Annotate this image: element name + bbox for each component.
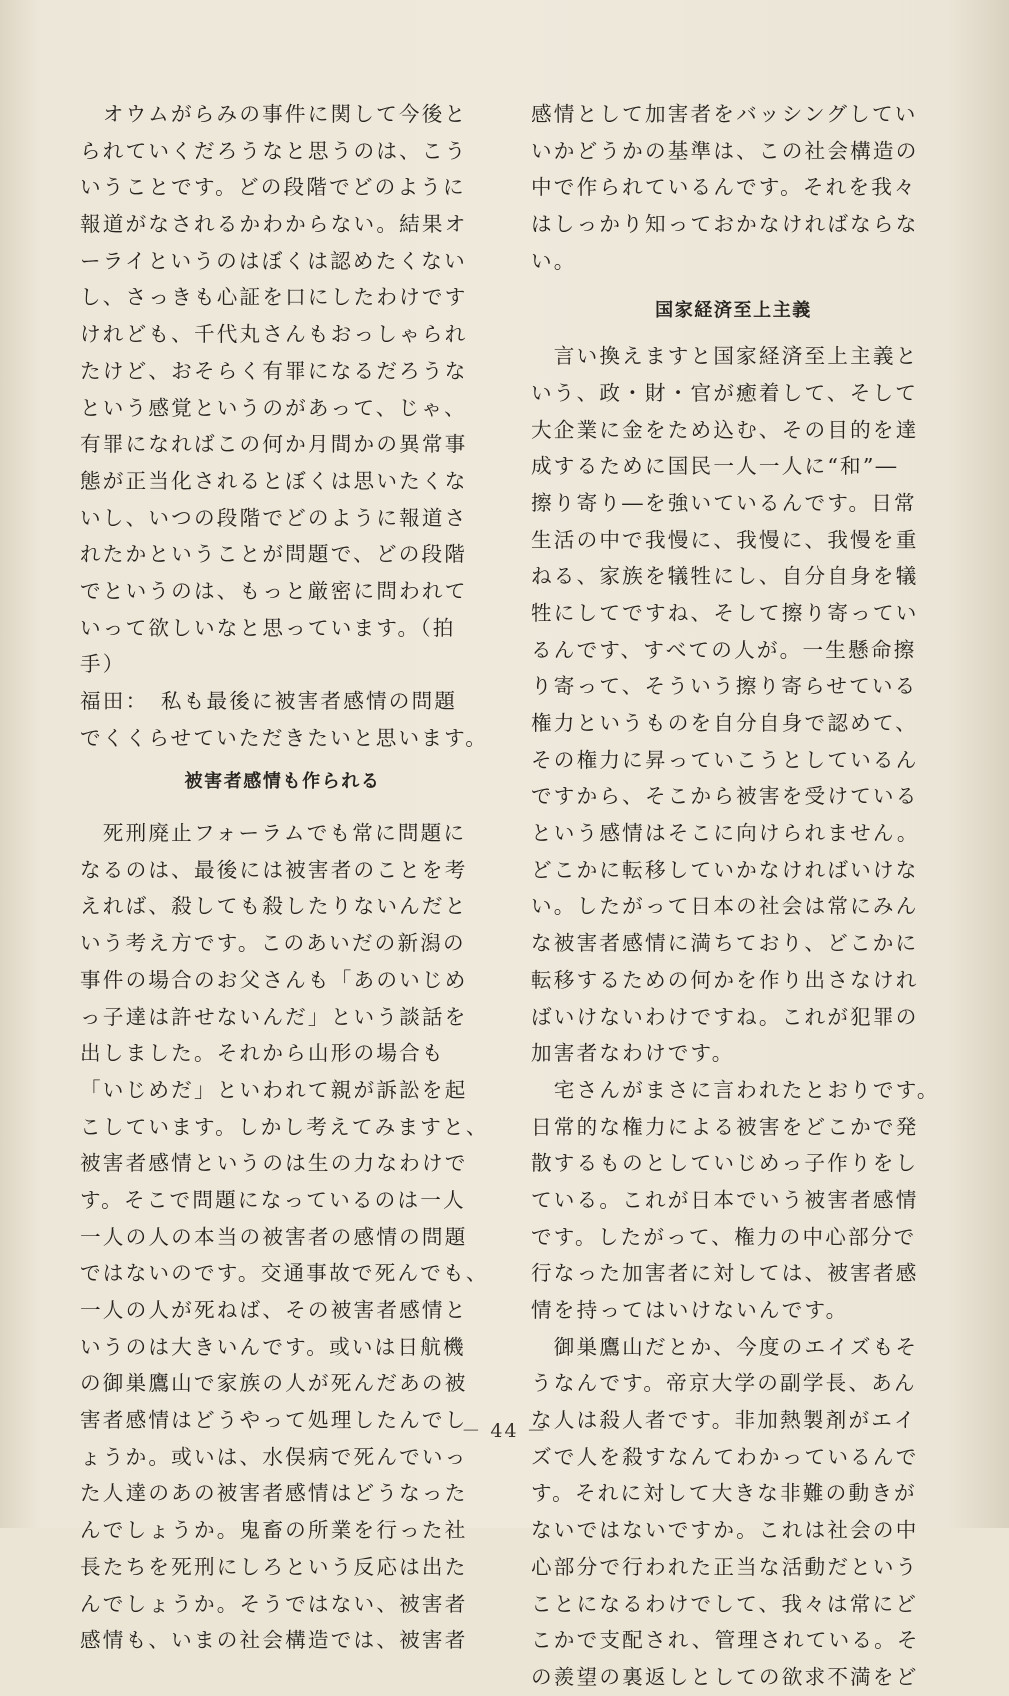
text-line: な人は殺人者です。非加熱製剤がエイ	[531, 1408, 917, 1433]
text-line: 御巣鷹山だとか、今度のエイズもそ	[531, 1334, 919, 1359]
text-line: いって欲しいなと思っています。（拍	[80, 615, 456, 640]
text-line: 心部分で行われた正当な活動だという	[531, 1554, 919, 1579]
text-line: けれども、千代丸さんもおっしゃられ	[80, 322, 468, 347]
text-line: 中で作られているんです。それを我々	[531, 175, 917, 200]
text-line: です。したがって、権力の中心部分で	[531, 1224, 917, 1249]
text-line: の御巣鷹山で家族の人が死んだあの被	[80, 1371, 468, 1396]
text-line: す。それに対して大きな非難の動きが	[531, 1481, 917, 1506]
text-line: たけど、おそらく有罪になるだろうな	[80, 358, 468, 383]
text-line: 生活の中で我慢に、我慢に、我慢を重	[531, 527, 919, 552]
left-body-paragraphs	[80, 815, 489, 1659]
text-line: んでしょうか。そうではない、被害者	[80, 1591, 468, 1616]
section-gap	[531, 279, 936, 293]
text-line: られていくだろうなと思うのは、こう	[80, 138, 468, 163]
right-opening-paragraph	[531, 96, 936, 279]
text-line: 大企業に金をため込む、その目的を達	[531, 417, 919, 442]
text-line: ズで人を殺すなんてわかっているんで	[531, 1444, 919, 1469]
section-heading-victim-feelings: 被害者感情も作られる	[184, 771, 381, 793]
text-line: でというのは、もっと厳密に問われて	[80, 578, 468, 603]
text-line: の羨望の裏返しとしての欲求不満をど	[531, 1664, 919, 1689]
text-line: 権力というものを自分自身で認めて、	[531, 711, 919, 735]
text-line: いうことです。どの段階でどのように	[80, 175, 466, 200]
text-line: という感覚というのがあって、じゃ、	[80, 395, 467, 420]
right-column	[531, 96, 940, 1696]
left-opening-paragraph	[80, 96, 485, 683]
text-line: いう、政・財・官が癒着して、そして	[531, 380, 919, 405]
text-line: 有罪になればこの何か月間かの異常事	[80, 432, 468, 457]
text-line: オウムがらみの事件に関して今後と	[80, 102, 468, 126]
text-line: 日常的な権力による被害をどこかで発	[531, 1114, 919, 1139]
text-line: ーライというのはぼくは認めたくない	[80, 248, 467, 273]
speaker-remark	[80, 683, 489, 756]
section-gap	[531, 330, 936, 338]
text-line: るんです、すべての人が。一生懸命擦	[531, 637, 917, 662]
text-line: 福田： 私も最後に被害者感情の問題	[80, 689, 458, 713]
text-line: はしっかり知っておかなければならな	[531, 212, 919, 237]
text-line: ないではないですか。これは社会の中	[531, 1518, 919, 1543]
right-body-paragraphs	[531, 338, 940, 1695]
section-gap	[80, 756, 485, 764]
text-line: ょうか。或いは、水俣病で死んでいっ	[80, 1444, 468, 1469]
text-line: いし、いつの段階でどのように報道さ	[80, 505, 468, 530]
text-line: こかで支配され、管理されている。そ	[531, 1628, 920, 1653]
text-line: 手）	[80, 652, 126, 677]
text-line: い。したがって日本の社会は常にみん	[531, 894, 919, 919]
text-line: いう考え方です。このあいだの新潟の	[80, 931, 466, 956]
section-gap	[80, 801, 485, 815]
text-line: 長たちを死刑にしろという反応は出た	[80, 1554, 468, 1579]
text-line: 行なった加害者に対しては、被害者感	[531, 1261, 919, 1286]
text-line: 一人の人が死ねば、その被害者感情と	[80, 1298, 468, 1322]
text-line: 感情も、いまの社会構造では、被害者	[80, 1628, 468, 1653]
text-line: い。	[531, 248, 577, 273]
text-line: いかどうかの基準は、この社会構造の	[531, 138, 919, 163]
text-line: こしています。しかし考えてみますと、	[80, 1114, 489, 1139]
text-line: うなんです。帝京大学の副学長、あん	[531, 1371, 917, 1396]
text-line: 態が正当化されるとぼくは思いたくな	[80, 468, 468, 493]
text-line: 成するために国民一人一人に“和”―	[531, 454, 899, 479]
text-line: 感情として加害者をバッシングしてい	[531, 102, 918, 126]
text-line: 言い換えますと国家経済至上主義と	[531, 344, 919, 369]
text-line: 擦り寄り―を強いているんです。日常	[531, 490, 917, 515]
text-line: 一人の人の本当の被害者の感情の問題	[80, 1224, 468, 1249]
text-line: た人達のあの被害者感情はどうなった	[80, 1481, 468, 1506]
text-line: 被害者感情というのは生の力なわけで	[80, 1151, 468, 1176]
text-line: な被害者感情に満ちており、どこかに	[531, 931, 919, 956]
text-line: 害者感情はどうやって処理したんでし	[80, 1408, 468, 1433]
text-line: 牲にしてですね、そして擦り寄ってい	[531, 600, 919, 625]
text-line: す。そこで問題になっているのは一人	[80, 1187, 466, 1212]
text-line: でくくらせていただきたいと思います。	[80, 725, 489, 750]
text-line: っ子達は許せないんだ」という談話を	[80, 1004, 468, 1029]
text-line: ではないのです。交通事故で死んでも、	[80, 1261, 489, 1286]
text-line: ねる、家族を犠牲にし、自分自身を犠	[531, 564, 919, 589]
text-line: 宅さんがまさに言われたとおりです。	[531, 1077, 940, 1102]
text-line: 出しました。それから山形の場合も	[80, 1041, 445, 1066]
text-line: 「いじめだ」といわれて親が訴訟を起	[80, 1077, 468, 1102]
text-line: ことになるわけでして、我々は常にど	[531, 1591, 919, 1616]
text-line: 事件の場合のお父さんも「あのいじめ	[80, 967, 468, 992]
text-line: その権力に昇っていこうとしているん	[531, 747, 919, 772]
text-line: 加害者なわけです。	[531, 1041, 735, 1066]
text-line: 死刑廃止フォーラムでも常に問題に	[80, 821, 467, 846]
text-line: れたかということが問題で、どの段階	[80, 542, 468, 567]
text-line: り寄って、そういう擦り寄らせている	[531, 674, 918, 699]
text-line: ばいけないわけですね。これが犯罪の	[531, 1004, 919, 1029]
text-line: 情を持ってはいけないんです。	[531, 1298, 849, 1322]
text-line: 散するものとしていじめっ子作りをし	[531, 1151, 919, 1176]
text-line: どこかに転移していかなければいけな	[531, 857, 919, 882]
text-line: ですから、そこから被害を受けている	[531, 784, 919, 809]
text-line: いうのは大きいんです。或いは日航機	[80, 1334, 466, 1359]
section-heading-national-economy: 国家経済至上主義	[655, 300, 812, 322]
text-line: という感情はそこに向けられません。	[531, 821, 920, 846]
text-line: ている。これが日本でいう被害者感情	[531, 1187, 919, 1212]
text-line: なるのは、最後には被害者のことを考	[80, 857, 468, 882]
text-line: 転移するための何かを作り出さなけれ	[531, 967, 919, 992]
text-line: し、さっきも心証を口にしたわけです	[80, 285, 468, 310]
text-line: えれば、殺しても殺したりないんだと	[80, 894, 468, 919]
page-number: － 44 －	[461, 1420, 548, 1442]
text-line: んでしょうか。鬼畜の所業を行った社	[80, 1518, 468, 1543]
text-line: 報道がなされるかわからない。結果オ	[80, 212, 468, 237]
